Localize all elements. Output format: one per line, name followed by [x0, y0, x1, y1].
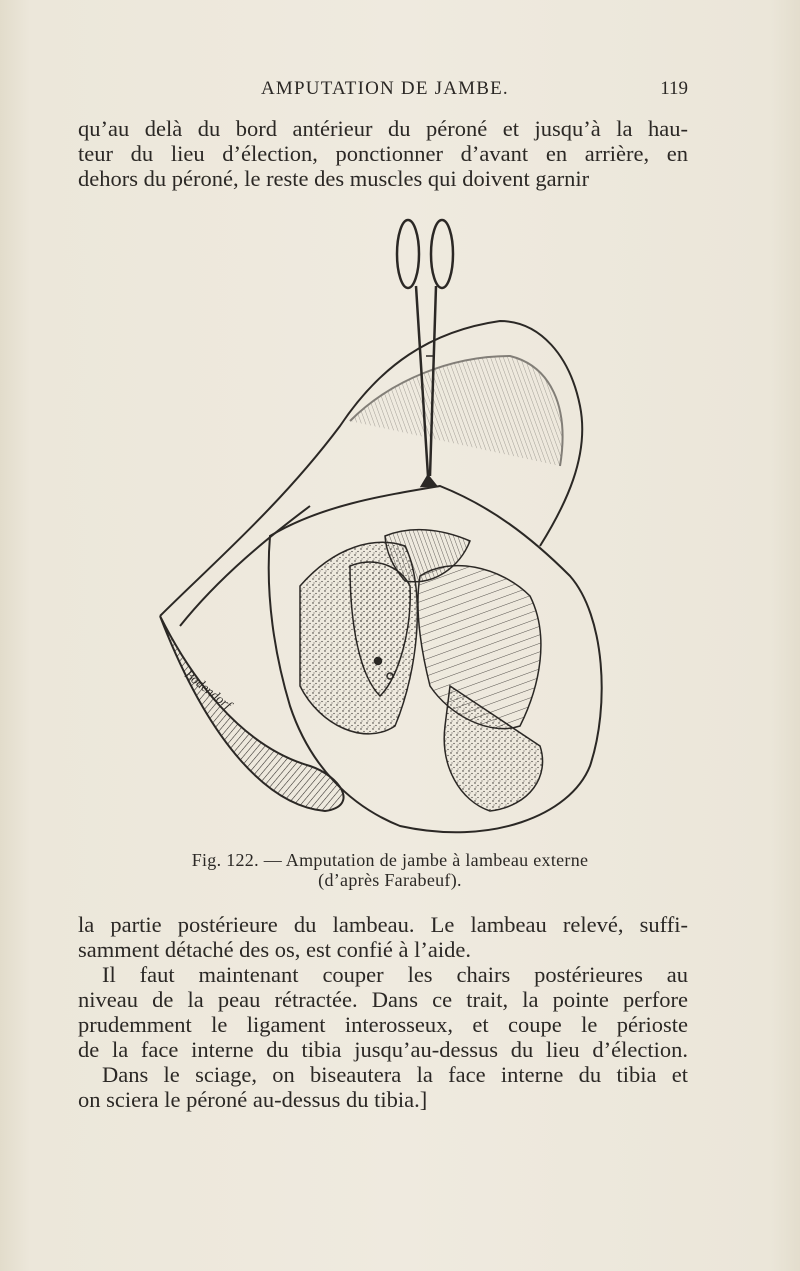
caption-line: Fig. 122. — Amputation de jambe à lambeau externe [191, 850, 589, 870]
figure-caption [140, 850, 640, 890]
text-line: on sciera le péroné au-dessus du tibia.] [78, 1087, 428, 1112]
running-head-title: AMPUTATION DE JAMBE. [261, 78, 509, 99]
muscle-section [300, 530, 543, 811]
page-number: 119 [660, 78, 688, 99]
text-line: teur du lieu d’élection, ponctionner d’avant en arrière, en [78, 141, 688, 166]
top-paragraph [78, 116, 688, 191]
text-line: dehors du péroné, le reste des muscles qui doivent garnir [78, 166, 590, 191]
running-head [78, 78, 688, 104]
bottom-paragraphs [78, 912, 688, 1112]
text-line: samment détaché des os, est confié à l’aide. [78, 937, 471, 962]
caption-line: (d’après Farabeuf). [318, 870, 462, 890]
text-line: qu’au delà du bord antérieur du péroné et jusqu’à la hau- [78, 116, 688, 141]
text-line: Il faut maintenant couper les chairs postérieures au [102, 962, 688, 987]
text-line: de la face interne du tibia jusqu’au-dessus du lieu d’élection. [78, 1037, 688, 1062]
engraver-signature: Bodendorf [182, 666, 235, 713]
text-line: niveau de la peau rétractée. Dans ce trait, la pointe perfore [78, 987, 688, 1012]
text-line: Dans le sciage, on biseautera la face interne du tibia et [102, 1062, 688, 1087]
text-line: la partie postérieure du lambeau. Le lambeau relevé, suffi- [78, 912, 688, 937]
forceps [397, 220, 453, 486]
amputation-illustration [150, 206, 620, 846]
text-line: prudemment le ligament interosseux, et coupe le périoste [78, 1012, 688, 1037]
